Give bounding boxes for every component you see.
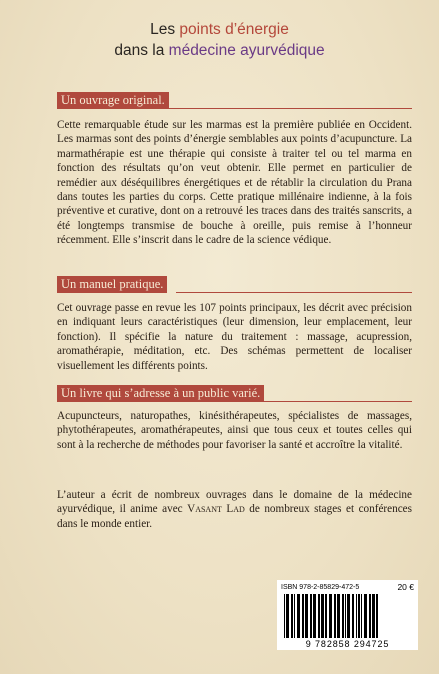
barcode-stripe [302,594,304,638]
barcode-bars [283,594,412,638]
author-note [57,488,412,531]
barcode-stripe [294,594,295,638]
barcode-stripe [284,594,285,638]
barcode-stripe [337,594,340,638]
barcode-stripe [364,594,367,638]
isbn-text: ISBN 978-2-85829-472-5 [281,584,360,591]
author-note-part1: L’auteur a écrit de nombreux ouvrages dans le domaine de la médecine ayurvédique, il anime avec [57,489,412,516]
barcode-stripe [352,594,354,638]
title-line-2-prefix: dans la [114,42,169,59]
barcode-stripe [358,594,360,638]
barcode-stripe [356,594,357,638]
title-line-2-accent: médecine ayurvédique [168,42,325,59]
barcode-stripe [345,594,346,638]
barcode-stripe [342,594,344,638]
title-line-1 [0,20,439,40]
barcode-stripe [297,594,300,638]
barcode-stripe [305,594,308,638]
barcode-stripe [372,594,375,638]
section-text-audience: Acupuncteurs, naturopathes, kinésithérapeutes, spécialistes de massages, phytothérapeutes, aromathérapeutes, ainsi que tous ceux et toutes celles qui sont à la recherche de méthodes pour favoriser la santé et accroître la vitalité. [57,410,412,451]
barcode-stripe [318,594,320,638]
author-note-part2: de nombreux stages et conférences dans le monde entier. [57,503,412,530]
section-heading-manual: Un manuel pratique. [57,276,167,293]
barcode-stripe [321,594,324,638]
barcode-stripe [334,594,336,638]
barcode-stripe [325,594,327,638]
barcode-stripe [347,594,350,638]
barcode-stripe [291,594,293,638]
section-rule-original [155,108,412,109]
barcode-stripe [376,594,378,638]
price-text: 20 € [397,582,414,592]
author-note-name: Vasant Lad [187,503,245,516]
title-line-1-prefix: Les [150,21,180,38]
barcode-stripe [329,594,332,638]
barcode-stripe [369,594,371,638]
section-rule-audience [252,401,412,402]
title-line-1-accent: points d’énergie [179,21,289,38]
barcode-stripe [313,594,316,638]
section-text-original: Cette remarquable étude sur les marmas est la première publiée en Occident. Les marmas sont des points d’énergie semblables aux points d’acupuncture. La marmathérapie est une thérapie qui consiste à traiter tel ou tel marma en fonction des résultats qu’on veut obtenir. Elle permet en particulier de remédier aux déséquilibres énergétiques et de rétablir la circulation du Prana dans toutes les parties du corps. Cette pratique millénaire indienne, à la fois préventive et curative, dont on a retrouvé les traces dans des traités sanscrits, a été longtemps transmise de bouche à oreille, puis remise à l’honneur récemment. Elle s’inscrit dans le cadre de la science védique. [57,119,412,247]
barcode-stripe [310,594,312,638]
section-rule-manual [176,292,412,293]
section-text-manual: Cet ouvrage passe en revue les 107 points principaux, les décrit avec précision en indiquant leurs caractéristiques (leur dimension, leur emplacement, leur fonction). Il spécifie la nature du traitement : massage, acupression, aromathérapie, méditation, etc. Des schémas permettent de localiser visuellement les différents points. [57,302,412,372]
barcode-number: 9 782858 294725 [305,639,390,649]
isbn-line [281,583,414,592]
section-heading-audience: Un livre qui s’adresse à un public varié. [57,385,264,402]
barcode-panel [277,580,418,650]
section-heading-original: Un ouvrage original. [57,92,169,109]
barcode-stripe [286,594,289,638]
title-line-2 [0,41,439,61]
barcode-stripe [361,594,362,638]
